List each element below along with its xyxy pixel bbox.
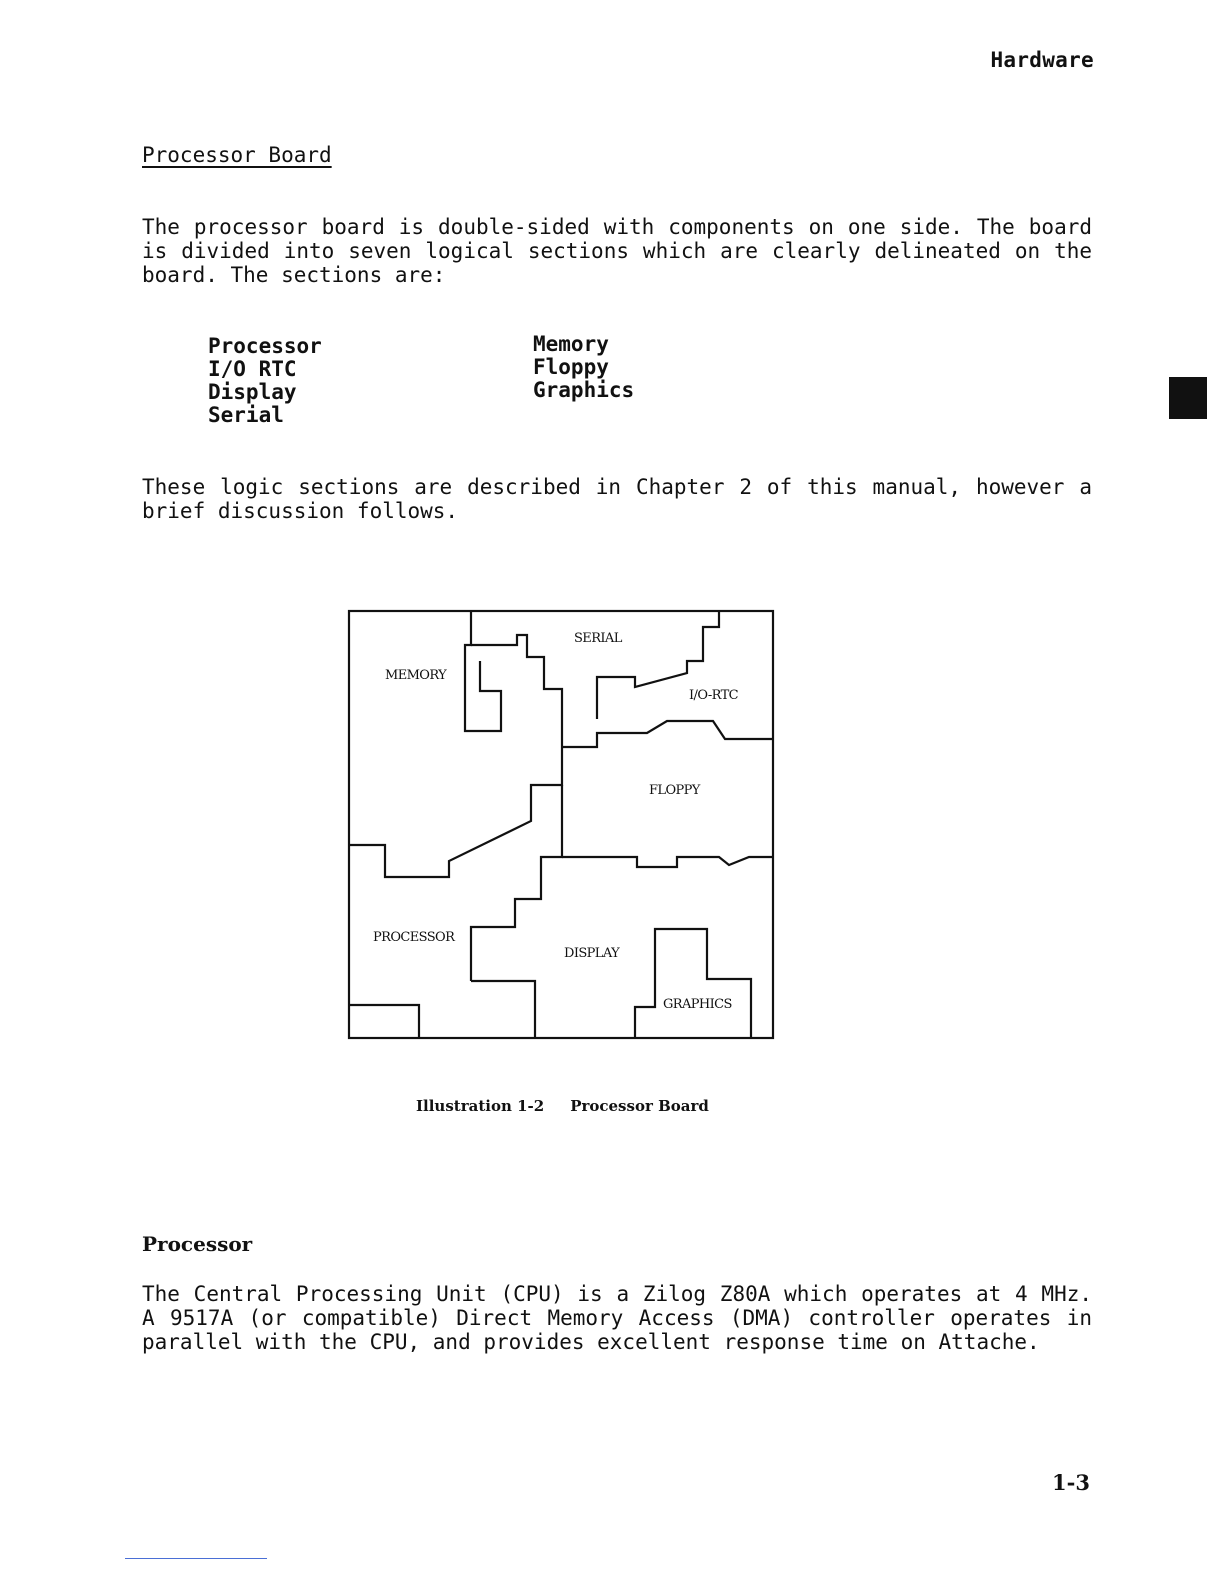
footer-rule xyxy=(125,1558,267,1559)
caption-title: Processor Board xyxy=(570,1097,709,1115)
processor-subheading: Processor xyxy=(142,1232,253,1256)
memory-region-boundary xyxy=(465,611,501,731)
section-title: Processor Board xyxy=(142,143,332,167)
page-header-title: Hardware xyxy=(990,48,1094,72)
list-item: Display xyxy=(208,380,297,404)
serial-label: SERIAL xyxy=(574,631,622,646)
processor-corner-box xyxy=(349,1005,419,1037)
sections-list-right xyxy=(533,333,634,402)
list-item: Floppy xyxy=(533,355,609,379)
memory-processor-boundary xyxy=(349,747,562,877)
sections-list-left xyxy=(208,335,322,427)
processor-label: PROCESSOR xyxy=(373,930,455,945)
list-item: I/O RTC xyxy=(208,357,297,381)
list-item: Serial xyxy=(208,403,284,427)
list-item: Graphics xyxy=(533,378,635,402)
list-item: Memory xyxy=(533,332,609,356)
list-item: Processor xyxy=(208,334,322,358)
page-number: 1-3 xyxy=(1052,1470,1090,1495)
illustration-caption xyxy=(416,1097,709,1115)
io-rtc-region-boundary xyxy=(562,721,773,747)
floppy-label: FLOPPY xyxy=(649,783,700,798)
logic-sections-paragraph: These logic sections are described in Chapter 2 of this manual, however a brief discussion follows. xyxy=(142,475,1092,523)
graphics-region-boundary xyxy=(635,929,751,1037)
io-rtc-label: I/O-RTC xyxy=(689,688,739,703)
caption-number: Illustration 1-2 xyxy=(416,1097,545,1115)
processor-display-boundary xyxy=(471,981,535,1037)
memory-label: MEMORY xyxy=(385,668,447,683)
floppy-display-boundary xyxy=(471,785,562,981)
intro-paragraph: The processor board is double-sided with components on one side. The board is divided into seven logical sections which are clearly delineated on the board. The sections are: xyxy=(142,215,1092,287)
processor-board-diagram xyxy=(347,609,777,1043)
display-label: DISPLAY xyxy=(564,946,620,961)
graphics-label: GRAPHICS xyxy=(663,997,732,1012)
processor-paragraph: The Central Processing Unit (CPU) is a Zilog Z80A which operates at 4 MHz. A 9517A (or compatible) Direct Memory Access (DMA) controller operates in parallel with the CPU, and provides excellent response time on Attache. xyxy=(142,1282,1092,1354)
chapter-tab-marker xyxy=(1169,377,1207,419)
